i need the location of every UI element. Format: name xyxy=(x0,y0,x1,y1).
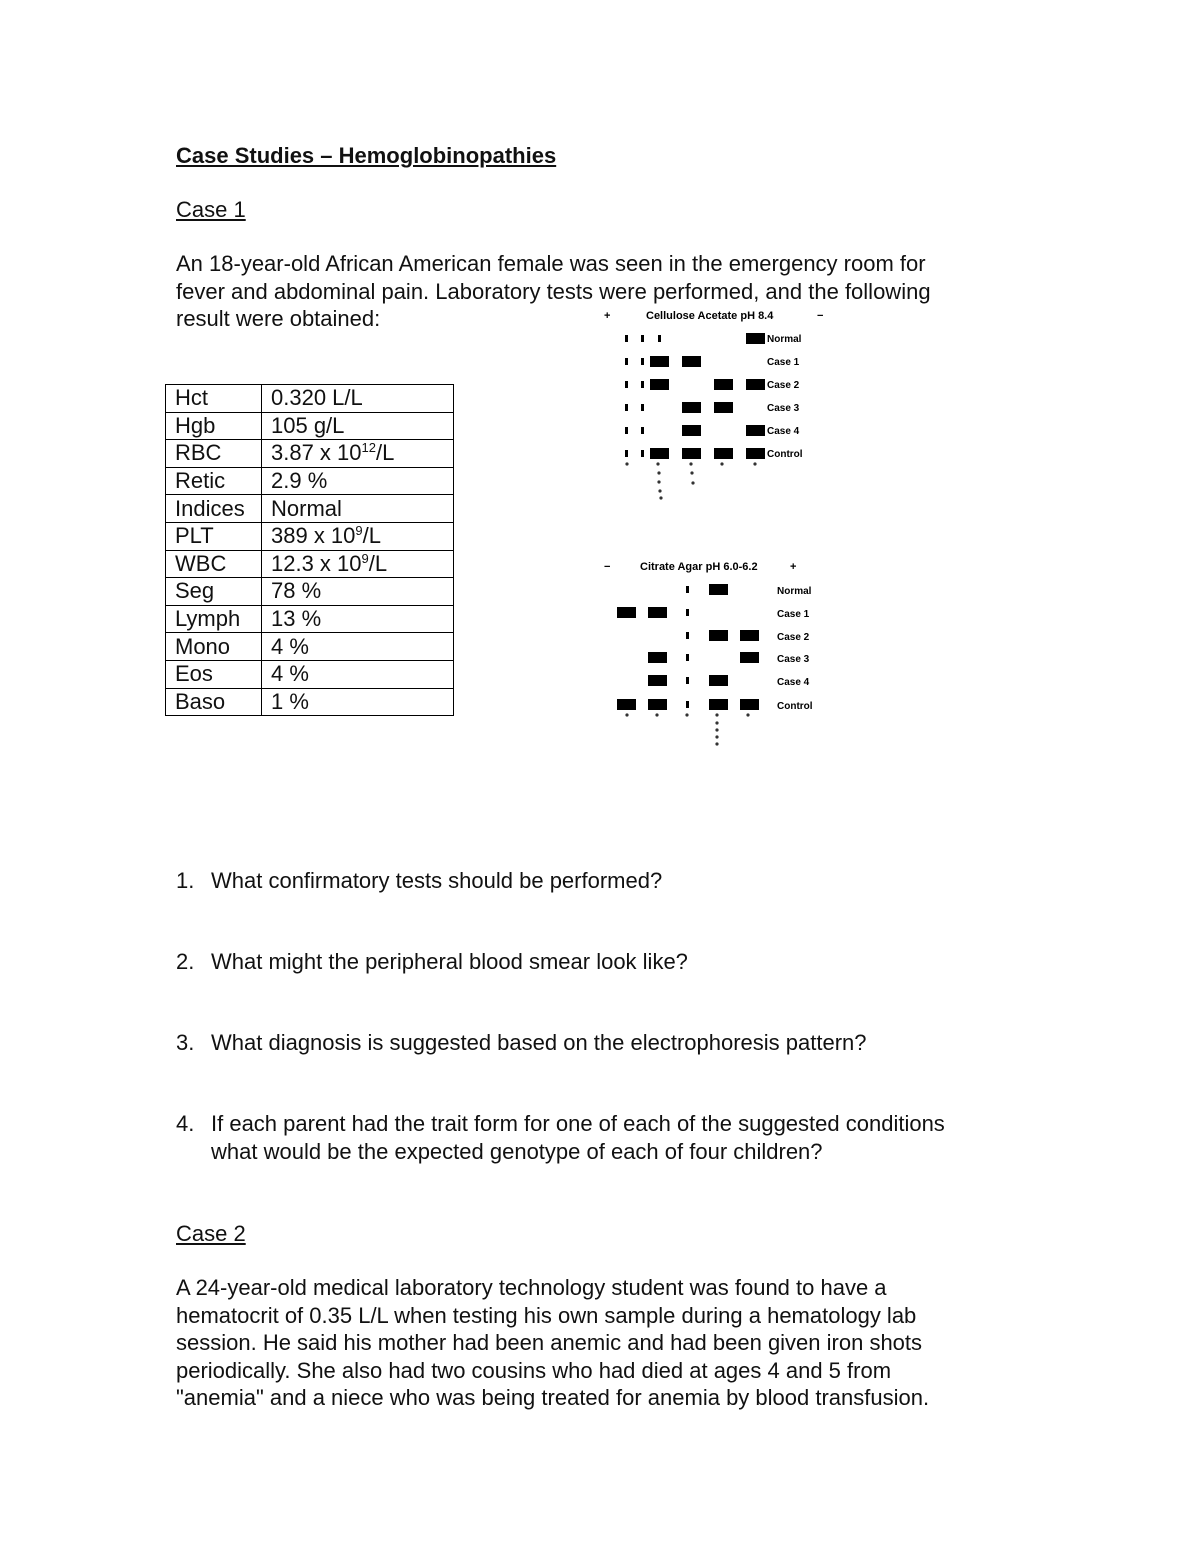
case-2-heading: Case 2 xyxy=(176,1221,246,1246)
lab-value-text: 105 g/L xyxy=(271,412,345,438)
gel-band xyxy=(617,699,636,710)
lab-value-text: 389 x 10 xyxy=(271,523,356,549)
gel2-title: Citrate Agar pH 6.0-6.2 xyxy=(640,561,758,573)
lab-row xyxy=(166,688,454,716)
lab-value xyxy=(262,550,454,578)
lab-name: Seg xyxy=(166,578,262,606)
lab-name: Hgb xyxy=(166,412,262,440)
gel2-left-sign: − xyxy=(604,561,611,573)
case-2-line: A 24-year-old medical laboratory technology student was found to have a xyxy=(176,1275,887,1300)
gel-tick xyxy=(658,335,661,342)
lab-value xyxy=(262,385,454,413)
lab-name: Lymph xyxy=(166,605,262,633)
gel-band xyxy=(714,379,733,390)
gel-band xyxy=(648,675,667,686)
gel-tick xyxy=(686,654,689,661)
lab-row xyxy=(166,412,454,440)
question-number: 4. xyxy=(176,1111,195,1136)
question-text: What diagnosis is suggested based on the electrophoresis pattern? xyxy=(211,1030,867,1055)
lab-row xyxy=(166,495,454,523)
lab-value-text: 1 % xyxy=(271,688,309,714)
case-2-line: periodically. She also had two cousins who had died at ages 4 and 5 from xyxy=(176,1357,892,1383)
gel-band xyxy=(650,379,669,390)
gel1-right-sign: − xyxy=(817,310,824,322)
case-1-intro xyxy=(176,250,996,333)
gel-tick xyxy=(641,404,644,411)
gel-tick xyxy=(641,358,644,365)
gel-band xyxy=(650,448,669,459)
lab-name: RBC xyxy=(166,440,262,468)
lab-row xyxy=(166,550,454,578)
gel-tick xyxy=(625,427,628,434)
lab-value-text: 12.3 x 10 xyxy=(271,550,362,576)
gel1-row-label: Case 4 xyxy=(767,426,800,437)
lab-value xyxy=(262,688,454,716)
citrate-agar-gel xyxy=(600,557,840,752)
gel-band xyxy=(682,448,701,459)
question-text: If each parent had the trait form for one of each of the suggested conditions xyxy=(211,1111,945,1136)
gel-tick xyxy=(625,335,628,342)
gel-band xyxy=(709,675,728,686)
gel-band xyxy=(740,630,759,641)
gel2-row-label: Normal xyxy=(777,586,812,597)
gel-tick xyxy=(641,335,644,342)
lab-value-text: Normal xyxy=(271,495,342,521)
gel1-row-label: Case 3 xyxy=(767,403,800,414)
lab-name: Eos xyxy=(166,660,262,688)
gel-tick xyxy=(641,427,644,434)
gel1-row-label: Control xyxy=(767,449,803,460)
case-2-paragraph xyxy=(176,1274,1016,1412)
lab-results-table xyxy=(165,384,454,716)
lab-name: Retic xyxy=(166,467,262,495)
gel-band xyxy=(740,652,759,663)
lab-value xyxy=(262,412,454,440)
gel2-right-sign: + xyxy=(790,561,797,573)
lab-value-text: 13 % xyxy=(271,606,322,632)
gel-tick xyxy=(686,701,689,708)
lab-row xyxy=(166,633,454,661)
gel-tick xyxy=(641,450,644,457)
gel1-row-label: Case 1 xyxy=(767,357,800,368)
lab-value-text: 0.320 L/L xyxy=(271,385,363,411)
gel-band xyxy=(740,699,759,710)
case-2-line: session. He said his mother had been anemic and had been given iron shots xyxy=(176,1330,923,1355)
gel-tick xyxy=(686,632,689,639)
lab-value xyxy=(262,633,454,661)
gel2-bands xyxy=(617,584,759,710)
gel-tick xyxy=(686,586,689,593)
gel-band xyxy=(682,425,701,436)
gel2-row-label: Case 1 xyxy=(777,609,810,620)
lab-row xyxy=(166,522,454,550)
gel-band xyxy=(650,356,669,367)
lab-value-text: 2.9 % xyxy=(271,468,328,494)
lab-row xyxy=(166,660,454,688)
lab-row xyxy=(166,385,454,413)
gel-band xyxy=(714,402,733,413)
lab-value xyxy=(262,467,454,495)
gel-tick xyxy=(625,381,628,388)
lab-value xyxy=(262,495,454,523)
gel-band xyxy=(709,630,728,641)
gel1-row-label: Case 2 xyxy=(767,380,800,391)
gel1-left-sign: + xyxy=(604,310,611,322)
gel-band xyxy=(648,607,667,618)
lab-value-text: 4 % xyxy=(271,661,309,687)
gel-tick xyxy=(686,677,689,684)
gel2-row-label: Case 3 xyxy=(777,654,810,665)
intro-line: An 18-year-old African American female was seen in the emergency room for xyxy=(176,251,926,276)
lab-name: Hct xyxy=(166,385,262,413)
gel2-row-label: Case 2 xyxy=(777,632,810,643)
lab-value-unit: /L xyxy=(368,550,388,576)
gel1-bands xyxy=(625,333,765,459)
gel-band xyxy=(709,699,728,710)
gel-band xyxy=(746,425,765,436)
gel-band xyxy=(714,448,733,459)
lab-row xyxy=(166,440,454,468)
gel1-row-label: Normal xyxy=(767,334,802,345)
gel-tick xyxy=(686,609,689,616)
lab-value xyxy=(262,522,454,550)
gel1-lane-markers xyxy=(625,462,756,499)
lab-name: Baso xyxy=(166,688,262,716)
question-number: 1. xyxy=(176,868,195,893)
gel-band xyxy=(682,402,701,413)
lab-name: Mono xyxy=(166,633,262,661)
lab-value xyxy=(262,578,454,606)
question-text: What might the peripheral blood smear look like? xyxy=(211,949,688,974)
gel-tick xyxy=(625,404,628,411)
cellulose-acetate-gel xyxy=(600,305,840,505)
question-text: what would be the expected genotype of each of four children? xyxy=(211,1138,823,1164)
case-1-heading: Case 1 xyxy=(176,197,246,222)
question-text: What confirmatory tests should be performed? xyxy=(211,868,663,893)
lab-row xyxy=(166,467,454,495)
gel-tick xyxy=(625,450,628,457)
lab-value-text: 3.87 x 10 xyxy=(271,440,362,466)
gel-band xyxy=(746,333,765,344)
lab-name: WBC xyxy=(166,550,262,578)
intro-line: fever and abdominal pain. Laboratory tests were performed, and the following xyxy=(176,278,931,304)
lab-value-exponent: 12 xyxy=(361,440,376,456)
lab-name: PLT xyxy=(166,522,262,550)
intro-line: result were obtained: xyxy=(176,306,381,331)
gel-band xyxy=(746,379,765,390)
gel2-row-label: Control xyxy=(777,701,813,712)
question-number: 2. xyxy=(176,949,195,974)
lab-value-text: 78 % xyxy=(271,578,322,604)
gel-band xyxy=(709,584,728,595)
lab-value xyxy=(262,440,454,468)
gel-tick xyxy=(641,381,644,388)
lab-value-unit: /L xyxy=(375,440,395,466)
lab-value-exponent: 9 xyxy=(355,523,363,539)
lab-value-exponent: 9 xyxy=(361,550,369,566)
lab-value xyxy=(262,660,454,688)
gel-band xyxy=(682,356,701,367)
lab-value-text: 4 % xyxy=(271,633,309,659)
gel-band xyxy=(617,607,636,618)
case-2-line: hematocrit of 0.35 L/L when testing his own sample during a hematology lab xyxy=(176,1302,917,1328)
gel-band xyxy=(648,699,667,710)
lab-name: Indices xyxy=(166,495,262,523)
lab-row xyxy=(166,578,454,606)
gel-band xyxy=(648,652,667,663)
gel-tick xyxy=(625,358,628,365)
case-2-line: "anemia" and a niece who was being treated for anemia by blood transfusion. xyxy=(176,1385,930,1410)
lab-row xyxy=(166,605,454,633)
page-title: Case Studies – Hemoglobinopathies xyxy=(176,143,557,168)
question-number: 3. xyxy=(176,1030,195,1055)
lab-value-unit: /L xyxy=(362,523,381,549)
gel2-row-label: Case 4 xyxy=(777,677,810,688)
gel2-lane-markers xyxy=(625,713,749,745)
gel1-title: Cellulose Acetate pH 8.4 xyxy=(646,310,774,322)
gel-band xyxy=(746,448,765,459)
lab-value xyxy=(262,605,454,633)
